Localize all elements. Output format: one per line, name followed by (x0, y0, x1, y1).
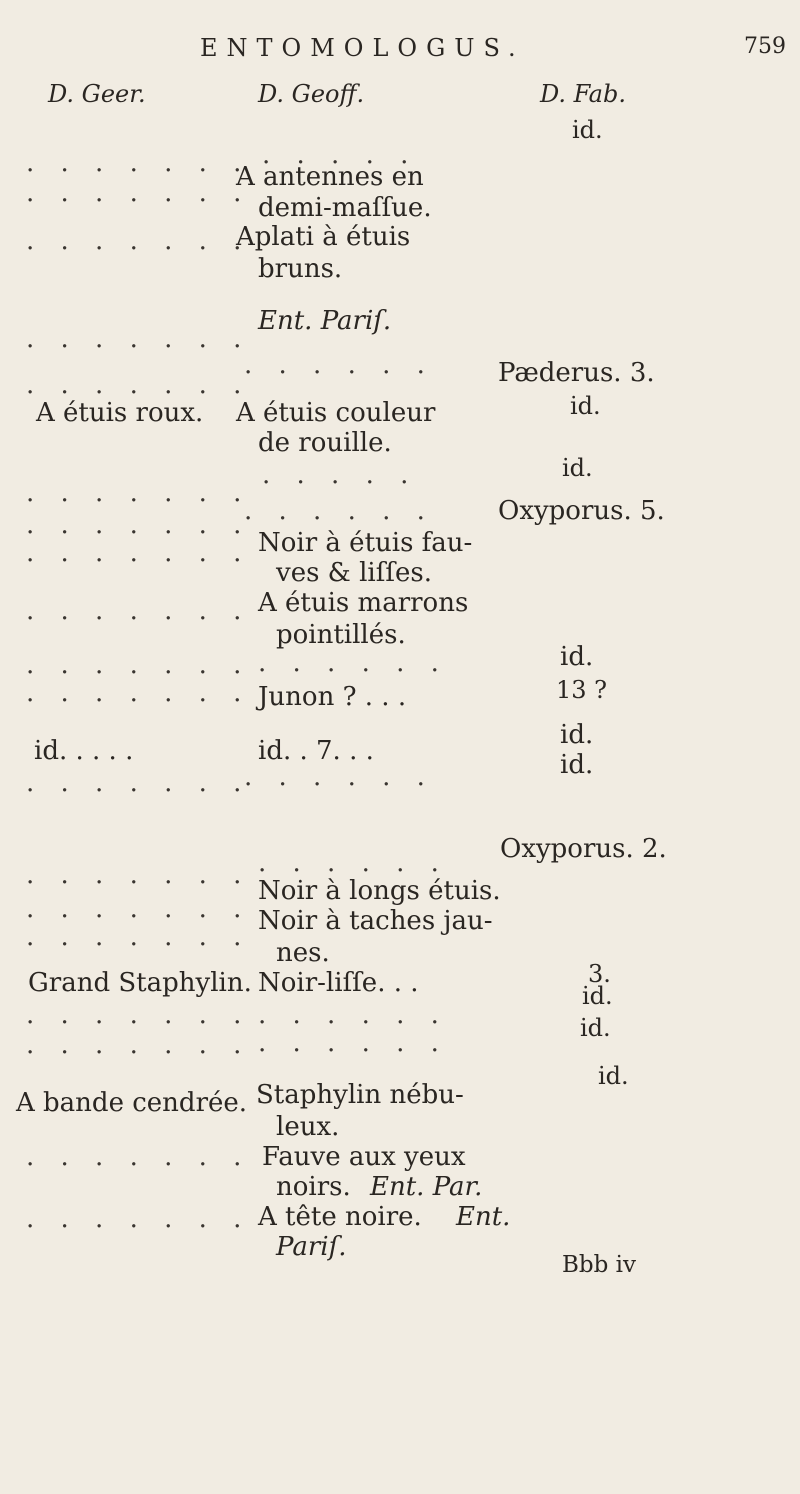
fab-entry: Pæderus. 3. (498, 358, 655, 388)
geoff-entry: leux. (276, 1112, 340, 1142)
geoff-entry: Noir à étuis fau- (258, 528, 473, 558)
geoff-entry: A étuis couleur (236, 398, 436, 428)
fab-entry: id. (582, 982, 613, 1010)
geoff-entry: nes. (276, 938, 330, 968)
geer-entry: Grand Staphylin. (28, 968, 252, 998)
dot-leader: . . . . . . . (26, 678, 251, 708)
geoff-entry: Junon ? . . . (258, 682, 407, 712)
geoff-entry: pointillés. (276, 620, 406, 650)
geoff-entry: id. . 7. . . (258, 736, 374, 766)
column-header-geoff: D. Geoff. (258, 80, 365, 108)
geoff-reference: Pariſ. (276, 1232, 347, 1262)
fab-entry: Oxyporus. 2. (500, 834, 667, 864)
dot-leader: . . . . . . (244, 350, 434, 380)
geoff-entry: Fauve aux yeux (262, 1142, 466, 1172)
page-number: 759 (744, 34, 786, 59)
dot-leader: . . . . . . (244, 496, 434, 526)
fab-entry: Oxyporus. 5. (498, 496, 665, 526)
column-header-fab: D. Fab. (540, 80, 626, 108)
fab-entry: id. (562, 454, 593, 482)
geoff-reference: Ent. (456, 1202, 511, 1232)
dot-leader: . . . . . . . (26, 324, 251, 354)
geoff-entry: de rouille. (258, 428, 392, 458)
dot-leader: . . . . . . . (26, 510, 251, 540)
fab-entry: 13 ? (556, 676, 608, 704)
dot-leader: . . . . . . . (26, 650, 251, 680)
dot-leader: . . . . . . . (26, 370, 251, 400)
dot-leader: . . . . . (262, 460, 418, 490)
geoff-entry: ves & liſſes. (276, 558, 432, 588)
geer-entry: A étuis roux. (36, 398, 204, 428)
fab-entry: id. (570, 392, 601, 420)
fab-entry: id. (598, 1062, 629, 1090)
geer-entry: A bande cendrée. (16, 1088, 248, 1118)
dot-leader: . . . . . . . (26, 1142, 251, 1172)
geoff-entry: Noir à longs étuis. (258, 876, 501, 906)
geoff-reference: Ent. Pariſ. (258, 306, 392, 336)
geoff-entry: A tête noire. (258, 1202, 422, 1232)
fab-entry: id. (560, 642, 594, 672)
dot-leader: . . . . . . . (26, 538, 251, 568)
column-header-geer: D. Geer. (48, 80, 146, 108)
geoff-entry: A étuis marrons (258, 588, 469, 618)
dot-leader: . . . . . . (258, 848, 448, 878)
dot-leader: . . . . . . . (26, 226, 251, 256)
dot-leader: . . . . . . . (26, 1000, 251, 1030)
dot-leader: . . . . . . (258, 1000, 448, 1030)
geoff-entry: A antennes en (236, 162, 424, 192)
geoff-entry: bruns. (258, 254, 343, 284)
fab-entry: 3. (588, 960, 611, 988)
dot-leader: . . . . . . . (26, 178, 251, 208)
dot-leader: . . . . . . . (26, 148, 251, 178)
geoff-entry: Noir à taches jau- (258, 906, 493, 936)
geer-entry: id. . . . . (34, 736, 134, 766)
geoff-entry: Staphylin nébu- (256, 1080, 464, 1110)
dot-leader: . . . . . . (258, 1028, 448, 1058)
geoff-entry: demi-maſſue. (258, 193, 432, 223)
dot-leader: . . . . . . . (26, 596, 251, 626)
dot-leader: . . . . . . . (26, 478, 251, 508)
fab-entry: id. (560, 720, 594, 750)
fab-entry: id. (572, 116, 603, 144)
dot-leader: . . . . . . . (26, 922, 251, 952)
geoff-entry: Noir-liſſe. . . (258, 968, 419, 998)
fab-entry: id. (560, 750, 594, 780)
dot-leader: . . . . . . . (26, 768, 251, 798)
dot-leader: . . . . . . . (26, 860, 251, 890)
signature-mark: Bbb iv (562, 1252, 637, 1278)
geoff-entry: Aplati à étuis (236, 222, 411, 252)
dot-leader: . . . . . . . (26, 1204, 251, 1234)
dot-leader: . . . . . . . (26, 894, 251, 924)
geoff-entry: noirs. (276, 1172, 351, 1202)
fab-entry: id. (580, 1014, 611, 1042)
dot-leader: . . . . . (262, 140, 418, 170)
dot-leader: . . . . . . (244, 762, 434, 792)
dot-leader: . . . . . . (258, 648, 448, 678)
dot-leader: . . . . . . . (26, 1030, 251, 1060)
geoff-reference: Ent. Par. (370, 1172, 483, 1202)
running-title: ENTOMOLOGUS. (200, 34, 525, 62)
